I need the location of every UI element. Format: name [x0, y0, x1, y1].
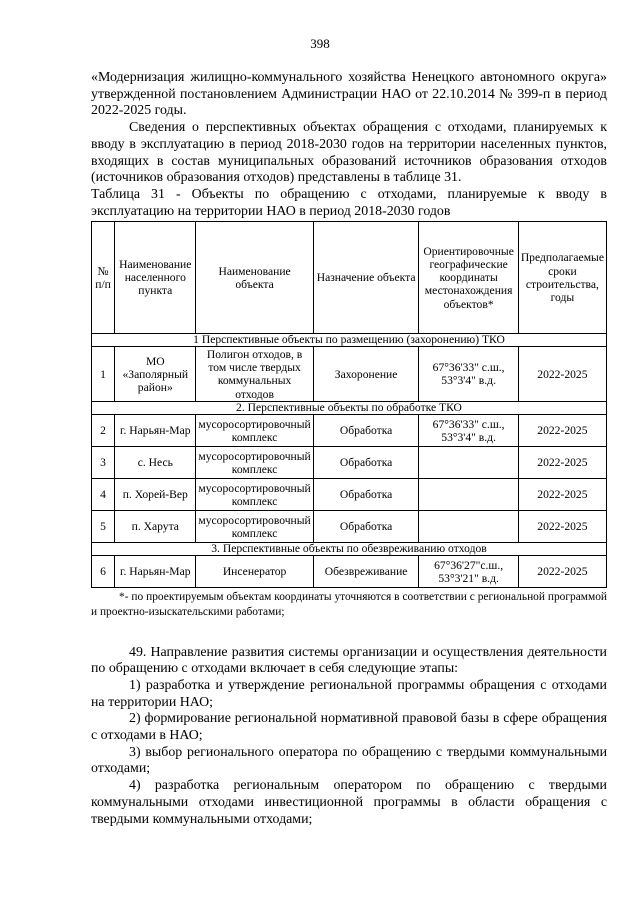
cell-number: 4 [92, 479, 115, 511]
header-construction-period: Предполагаемые сроки строительства, годы [518, 222, 606, 334]
cell-coordinates: 67°36'33" с.ш., 53°3'4" в.д. [419, 347, 518, 402]
table-row [92, 479, 607, 511]
table-header-row [92, 222, 607, 334]
table-row [92, 447, 607, 479]
cell-purpose: Обработка [313, 479, 419, 511]
section-row [92, 543, 607, 556]
cell-number: 6 [92, 556, 115, 588]
section-title: 2. Перспективные объекты по обработке ТКО [92, 402, 607, 415]
cell-purpose: Обработка [313, 447, 419, 479]
cell-object-name: мусоросортировочный комплекс [196, 415, 313, 447]
table-row [92, 415, 607, 447]
cell-period: 2022-2025 [518, 447, 606, 479]
cell-number: 2 [92, 415, 115, 447]
cell-period: 2022-2025 [518, 511, 606, 543]
header-settlement: Наименование населенного пункта [115, 222, 196, 334]
cell-period: 2022-2025 [518, 479, 606, 511]
cell-period: 2022-2025 [518, 415, 606, 447]
cell-coordinates: 67°36'27"с.ш., 53°3'21" в.д. [419, 556, 518, 588]
header-object-name: Наименование объекта [196, 222, 313, 334]
cell-settlement: с. Несь [115, 447, 196, 479]
cell-object-name: мусоросортировочный комплекс [196, 447, 313, 479]
intro-paragraph-1: «Модернизация жилищно-коммунального хозяйства Ненецкого автономного округа» утвержденной постановлением Администрации НАО от 22.10.2014 № 399-п в период 2022-2025 годы. [91, 70, 607, 119]
header-purpose: Назначение объекта [313, 222, 419, 334]
cell-purpose: Обезвреживание [313, 556, 419, 588]
spacer [91, 620, 607, 645]
section-49-heading: 49. Направление развития системы организации и осуществления деятельности по обращению с отходами включает в себя следующие этапы: [91, 644, 607, 677]
intro-paragraph-2: Сведения о перспективных объектах обращения с отходами, планируемых к вводу в эксплуатацию в период 2018-2030 годов на территории населенных пунктов, входящих в состав муниципальных образований источников образования отходов (источников образования отходов) представлены в таблице 31. [91, 120, 607, 186]
header-coordinates: Ориентировочные географические координаты местонахождения объектов* [419, 222, 518, 334]
table-row [92, 556, 607, 588]
cell-settlement: г. Нарьян-Мар [115, 556, 196, 588]
cell-period: 2022-2025 [518, 347, 606, 402]
section-row [92, 334, 607, 347]
cell-number: 3 [92, 447, 115, 479]
cell-purpose: Захоронение [313, 347, 419, 402]
cell-coordinates: 67°36'33" с.ш., 53°3'4" в.д. [419, 415, 518, 447]
objects-table [91, 221, 607, 588]
cell-coordinates [419, 447, 518, 479]
stage-item: 3) выбор регионального оператора по обращению с твердыми коммунальными отходами; [91, 744, 607, 777]
stage-item: 1) разработка и утверждение региональной программы обращения с отходами на территории НАО; [91, 677, 607, 710]
cell-coordinates [419, 511, 518, 543]
table-caption: Таблица 31 - Объекты по обращению с отходами, планируемые к вводу в эксплуатацию на территории НАО в период 2018-2030 годов [91, 186, 607, 219]
stage-item: 4) разработка региональным оператором по обращению с твердыми коммунальными отходами инвестиционной программы в области обращения с твердыми коммунальными отходами; [91, 778, 607, 827]
document-body [91, 70, 607, 828]
section-title: 3. Перспективные объекты по обезвреживанию отходов [92, 543, 607, 556]
cell-number: 5 [92, 511, 115, 543]
table-row [92, 347, 607, 402]
header-number: № п/п [92, 222, 115, 334]
table-row [92, 511, 607, 543]
cell-coordinates [419, 479, 518, 511]
stage-item: 2) формирование региональной нормативной правовой базы в сфере обращения с отходами в НАО; [91, 711, 607, 744]
cell-object-name: Полигон отходов, в том числе твердых коммунальных отходов [196, 347, 313, 402]
cell-purpose: Обработка [313, 415, 419, 447]
page-number: 398 [310, 36, 330, 51]
cell-settlement: МО «Заполярный район» [115, 347, 196, 402]
cell-object-name: мусоросортировочный комплекс [196, 479, 313, 511]
cell-number: 1 [92, 347, 115, 402]
cell-settlement: г. Нарьян-Мар [115, 415, 196, 447]
cell-period: 2022-2025 [518, 556, 606, 588]
cell-purpose: Обработка [313, 511, 419, 543]
cell-settlement: п. Хорей-Вер [115, 479, 196, 511]
cell-object-name: Инсенератор [196, 556, 313, 588]
section-row [92, 402, 607, 415]
table-footnote: *- по проектируемым объектам координаты уточняются в соответствии с региональной программой и проектно-изыскательскими работами; [91, 591, 607, 618]
cell-object-name: мусоросортировочный комплекс [196, 511, 313, 543]
section-title: 1 Перспективные объекты по размещению (захоронению) ТКО [92, 334, 607, 347]
cell-settlement: п. Харута [115, 511, 196, 543]
